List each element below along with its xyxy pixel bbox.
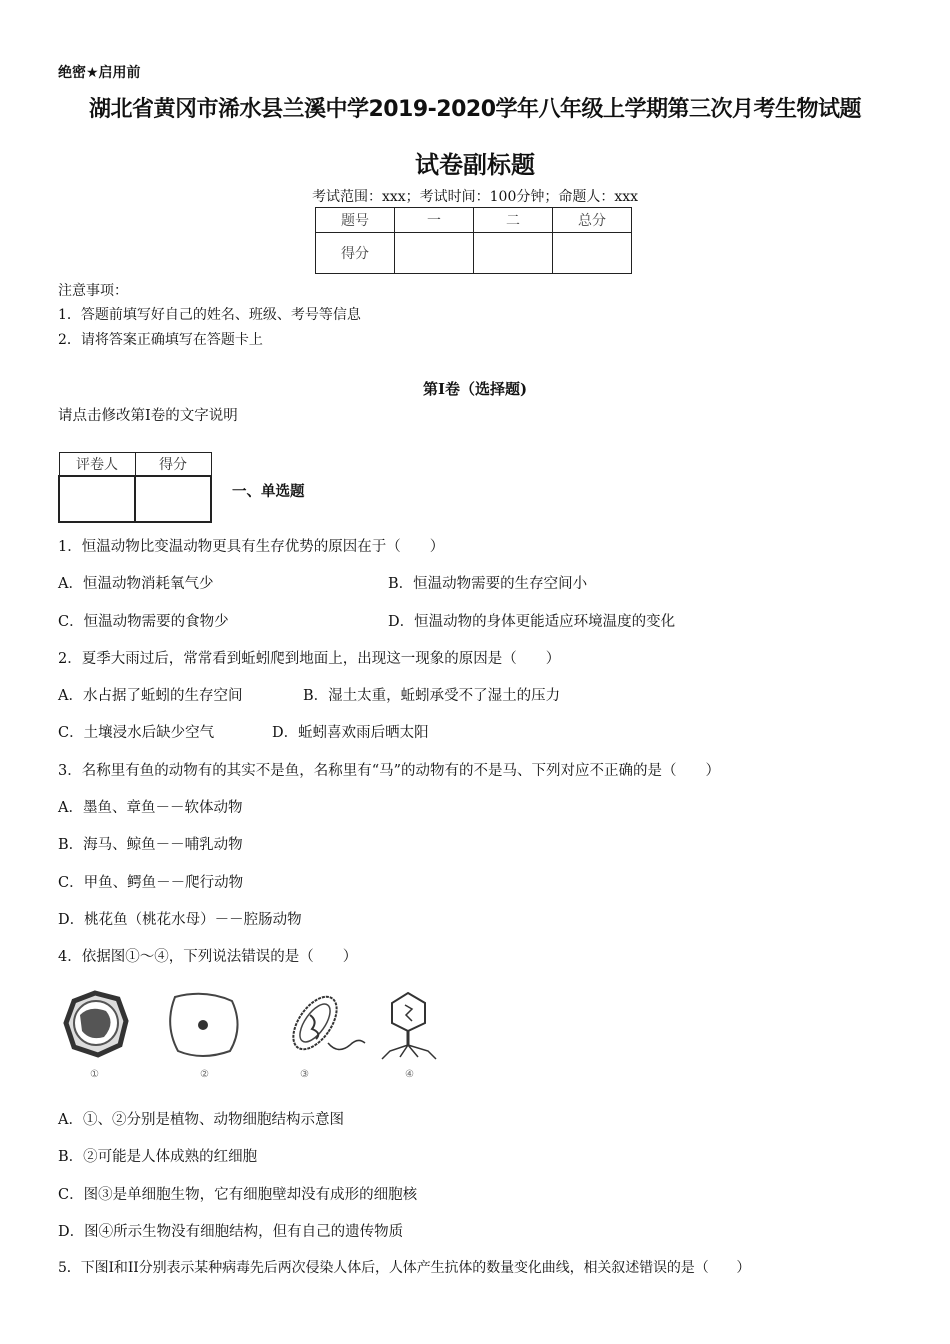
question-option[interactable]: D．蚯蚓喜欢雨后晒太阳 xyxy=(272,725,429,741)
plant-cell-diagram xyxy=(66,993,126,1055)
animal-cell-diagram xyxy=(170,994,237,1056)
notes-heading: 注意事项： xyxy=(58,283,128,299)
cell-figure xyxy=(60,985,460,1085)
question-option[interactable]: D．恒温动物的身体更能适应环境温度的变化 xyxy=(388,614,676,630)
question-option[interactable]: B．恒温动物需要的生存空间小 xyxy=(388,576,588,592)
question-option[interactable]: C．土壤浸水后缺少空气 xyxy=(58,725,215,741)
question-option[interactable]: A．恒温动物消耗氧气少 xyxy=(58,576,214,592)
grader-table xyxy=(58,452,212,523)
score-header-cell: 一 xyxy=(395,208,474,233)
figure-label: ④ xyxy=(405,1069,414,1080)
grader-cell[interactable] xyxy=(135,476,211,522)
question-stem: 2．夏季大雨过后，常常看到蚯蚓爬到地面上，出现这一现象的原因是（ ） xyxy=(58,651,561,667)
question-option[interactable]: C．甲鱼、鳄鱼－－爬行动物 xyxy=(58,875,244,891)
confidential-label: 绝密★启用前 xyxy=(58,65,141,81)
question-stem: 5．下图I和II分别表示某种病毒先后两次侵染人体后，人体产生抗体的数量变化曲线，相关叙述错误的是（ ） xyxy=(58,1260,751,1276)
exam-subtitle: 试卷副标题 xyxy=(415,151,535,179)
score-header-cell: 二 xyxy=(474,208,553,233)
question-option[interactable]: D．图④所示生物没有细胞结构，但有自己的遗传物质 xyxy=(58,1224,404,1240)
question-option[interactable]: A．墨鱼、章鱼－－软体动物 xyxy=(58,800,243,816)
notes-item: 1．答题前填写好自己的姓名、班级、考号等信息 xyxy=(58,307,361,323)
question-option[interactable]: C．图③是单细胞生物，它有细胞壁却没有成形的细胞核 xyxy=(58,1187,418,1203)
question-stem: 4．依据图①～④，下列说法错误的是（ ） xyxy=(58,949,358,965)
figure-label: ② xyxy=(200,1069,209,1080)
virus-diagram xyxy=(382,993,436,1059)
grader-header-cell: 得分 xyxy=(135,453,211,477)
score-row-label: 得分 xyxy=(316,233,395,274)
figure-label: ③ xyxy=(300,1069,309,1080)
section-description[interactable]: 请点击修改第I卷的文字说明 xyxy=(58,408,238,424)
score-table xyxy=(315,207,632,274)
bacterium-diagram xyxy=(285,989,365,1057)
score-header-cell: 总分 xyxy=(553,208,632,233)
question-option[interactable]: B．海马、鲸鱼－－哺乳动物 xyxy=(58,837,243,853)
exam-info: 考试范围：xxx；考试时间：100分钟；命题人：xxx xyxy=(311,189,639,205)
part-title: 一、单选题 xyxy=(232,484,305,500)
question-option[interactable]: C．恒温动物需要的食物少 xyxy=(58,614,229,630)
question-option[interactable]: B．②可能是人体成熟的红细胞 xyxy=(58,1149,258,1165)
question-stem: 3．名称里有鱼的动物有的其实不是鱼，名称里有“马”的动物有的不是马、下列对应不正确的是（ ） xyxy=(58,763,721,779)
section-title: 第I卷（选择题) xyxy=(422,380,528,398)
figure-label: ① xyxy=(90,1069,99,1080)
question-option[interactable]: D．桃花鱼（桃花水母）－－腔肠动物 xyxy=(58,912,302,928)
score-cell[interactable] xyxy=(553,233,632,274)
grader-cell[interactable] xyxy=(59,476,135,522)
score-header-cell: 题号 xyxy=(316,208,395,233)
grader-header-cell: 评卷人 xyxy=(59,453,135,477)
exam-title: 湖北省黄冈市浠水县兰溪中学2019-2020学年八年级上学期第三次月考生物试题 xyxy=(88,97,862,122)
question-option[interactable]: B．湿土太重，蚯蚓承受不了湿土的压力 xyxy=(303,688,561,704)
score-cell[interactable] xyxy=(474,233,553,274)
question-stem: 1．恒温动物比变温动物更具有生存优势的原因在于（ ） xyxy=(58,539,445,555)
notes-item: 2．请将答案正确填写在答题卡上 xyxy=(58,332,263,348)
question-option[interactable]: A．水占据了蚯蚓的生存空间 xyxy=(58,688,243,704)
question-option[interactable]: A．①、②分别是植物、动物细胞结构示意图 xyxy=(58,1112,344,1128)
score-cell[interactable] xyxy=(395,233,474,274)
